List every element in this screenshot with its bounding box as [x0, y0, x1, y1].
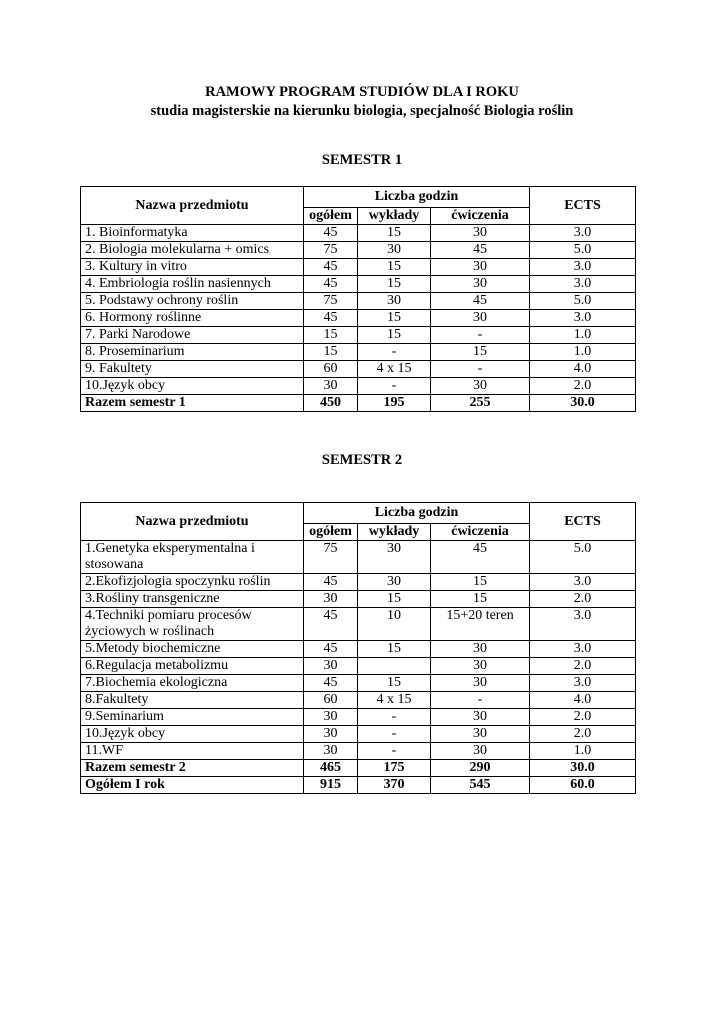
- table-row: [81, 608, 636, 641]
- semester-total-row: [81, 760, 636, 777]
- cell-exercises: -: [431, 327, 530, 344]
- cell-lectures: 175: [358, 760, 431, 777]
- cell-lectures: 15: [358, 327, 431, 344]
- cell-ects: 5.0: [530, 541, 636, 574]
- cell-lectures: 30: [358, 242, 431, 259]
- cell-lectures: 4 x 15: [358, 692, 431, 709]
- semester-2-table: [80, 502, 636, 794]
- cell-total-hours: 45: [304, 259, 358, 276]
- cell-ects: 2.0: [530, 378, 636, 395]
- cell-subject: Razem semestr 2: [81, 760, 304, 777]
- cell-ects: 30.0: [530, 395, 636, 412]
- cell-subject: 10.Język obcy: [81, 726, 304, 743]
- cell-subject: 8.Fakultety: [81, 692, 304, 709]
- table-row: [81, 658, 636, 675]
- table-row: [81, 692, 636, 709]
- semester-2-heading: SEMESTR 2: [321, 452, 403, 468]
- cell-exercises: 545: [431, 777, 530, 794]
- semester-1-heading: SEMESTR 1: [321, 152, 403, 168]
- table-row: [81, 276, 636, 293]
- cell-exercises: 30: [431, 276, 530, 293]
- cell-total-hours: 45: [304, 225, 358, 242]
- cell-ects: 3.0: [530, 608, 636, 641]
- table-row: [81, 310, 636, 327]
- cell-total-hours: 60: [304, 361, 358, 378]
- cell-total-hours: 465: [304, 760, 358, 777]
- col-header-total: ogółem: [304, 524, 358, 541]
- table-row: [81, 293, 636, 310]
- table-row: [81, 743, 636, 760]
- cell-subject: 6.Regulacja metabolizmu: [81, 658, 304, 675]
- cell-exercises: 255: [431, 395, 530, 412]
- cell-ects: 3.0: [530, 225, 636, 242]
- table-row: [81, 378, 636, 395]
- cell-exercises: 30: [431, 658, 530, 675]
- table-row: [81, 242, 636, 259]
- cell-total-hours: 915: [304, 777, 358, 794]
- cell-subject: 1. Bioinformatyka: [81, 225, 304, 242]
- cell-ects: 4.0: [530, 361, 636, 378]
- cell-subject: Razem semestr 1: [81, 395, 304, 412]
- cell-lectures: 15: [358, 276, 431, 293]
- cell-lectures: 15: [358, 259, 431, 276]
- cell-total-hours: 45: [304, 608, 358, 641]
- cell-exercises: 45: [431, 293, 530, 310]
- cell-ects: 3.0: [530, 675, 636, 692]
- cell-subject: 1.Genetyka eksperymentalna i stosowana: [81, 541, 304, 574]
- cell-ects: 4.0: [530, 692, 636, 709]
- cell-ects: 2.0: [530, 658, 636, 675]
- table-row: [81, 726, 636, 743]
- semester-1-rows: [81, 225, 636, 412]
- cell-lectures: 370: [358, 777, 431, 794]
- table-row: [81, 675, 636, 692]
- cell-total-hours: 45: [304, 574, 358, 591]
- cell-ects: 2.0: [530, 591, 636, 608]
- cell-total-hours: 45: [304, 310, 358, 327]
- cell-exercises: 30: [431, 709, 530, 726]
- cell-total-hours: 75: [304, 293, 358, 310]
- cell-lectures: 15: [358, 310, 431, 327]
- cell-subject: 3.Rośliny transgeniczne: [81, 591, 304, 608]
- cell-total-hours: 45: [304, 675, 358, 692]
- table-row: [81, 591, 636, 608]
- table-row: [81, 327, 636, 344]
- cell-subject: 5. Podstawy ochrony roślin: [81, 293, 304, 310]
- cell-subject: 3. Kultury in vitro: [81, 259, 304, 276]
- col-header-name: Nazwa przedmiotu: [81, 187, 304, 225]
- cell-total-hours: 30: [304, 378, 358, 395]
- cell-exercises: 15+20 teren: [431, 608, 530, 641]
- cell-exercises: -: [431, 361, 530, 378]
- cell-subject: 11.WF: [81, 743, 304, 760]
- cell-exercises: 45: [431, 242, 530, 259]
- table-row: [81, 709, 636, 726]
- cell-exercises: 30: [431, 743, 530, 760]
- cell-ects: 3.0: [530, 310, 636, 327]
- cell-subject: 2. Biologia molekularna + omics: [81, 242, 304, 259]
- cell-subject: 4. Embriologia roślin nasiennych: [81, 276, 304, 293]
- cell-exercises: 15: [431, 574, 530, 591]
- cell-exercises: 30: [431, 675, 530, 692]
- cell-subject: 10.Język obcy: [81, 378, 304, 395]
- cell-lectures: -: [358, 726, 431, 743]
- cell-lectures: -: [358, 743, 431, 760]
- col-header-total: ogółem: [304, 208, 358, 225]
- cell-ects: 5.0: [530, 293, 636, 310]
- cell-exercises: 30: [431, 726, 530, 743]
- cell-lectures: 15: [358, 591, 431, 608]
- cell-total-hours: 75: [304, 541, 358, 574]
- cell-ects: 3.0: [530, 259, 636, 276]
- table-row: [81, 259, 636, 276]
- col-header-name: Nazwa przedmiotu: [81, 503, 304, 541]
- cell-exercises: 15: [431, 344, 530, 361]
- cell-total-hours: 15: [304, 327, 358, 344]
- cell-subject: 9.Seminarium: [81, 709, 304, 726]
- cell-total-hours: 30: [304, 709, 358, 726]
- cell-exercises: -: [431, 692, 530, 709]
- cell-ects: 60.0: [530, 777, 636, 794]
- cell-lectures: 15: [358, 225, 431, 242]
- cell-lectures: 15: [358, 641, 431, 658]
- cell-lectures: -: [358, 378, 431, 395]
- table-row: [81, 574, 636, 591]
- table-row: [81, 541, 636, 574]
- cell-total-hours: 45: [304, 276, 358, 293]
- cell-subject: 5.Metody biochemiczne: [81, 641, 304, 658]
- cell-subject: 7. Parki Narodowe: [81, 327, 304, 344]
- col-header-exercises: ćwiczenia: [431, 524, 530, 541]
- cell-subject: 9. Fakultety: [81, 361, 304, 378]
- cell-exercises: 30: [431, 225, 530, 242]
- cell-total-hours: 45: [304, 641, 358, 658]
- year-total-row: [81, 777, 636, 794]
- document-subtitle: studia magisterskie na kierunku biologia, specjalność Biologia roślin: [150, 103, 574, 119]
- table-row: [81, 225, 636, 242]
- cell-lectures: -: [358, 709, 431, 726]
- cell-total-hours: 30: [304, 726, 358, 743]
- cell-subject: 8. Proseminarium: [81, 344, 304, 361]
- cell-exercises: 30: [431, 310, 530, 327]
- semester-2-rows: [81, 541, 636, 794]
- cell-exercises: 30: [431, 378, 530, 395]
- col-header-ects: ECTS: [530, 503, 636, 541]
- cell-ects: 2.0: [530, 726, 636, 743]
- cell-lectures: 30: [358, 293, 431, 310]
- semester-total-row: [81, 395, 636, 412]
- col-header-ects: ECTS: [530, 187, 636, 225]
- semester-1-table: [80, 186, 636, 412]
- col-header-hours: Liczba godzin: [304, 187, 530, 208]
- cell-lectures: 4 x 15: [358, 361, 431, 378]
- cell-subject: Ogółem I rok: [81, 777, 304, 794]
- cell-total-hours: 30: [304, 743, 358, 760]
- cell-ects: 3.0: [530, 574, 636, 591]
- col-header-hours: Liczba godzin: [304, 503, 530, 524]
- cell-exercises: 290: [431, 760, 530, 777]
- document-title: RAMOWY PROGRAM STUDIÓW DLA I ROKU: [205, 84, 519, 100]
- cell-exercises: 30: [431, 259, 530, 276]
- cell-lectures: 195: [358, 395, 431, 412]
- cell-total-hours: 60: [304, 692, 358, 709]
- cell-lectures: -: [358, 344, 431, 361]
- cell-total-hours: 30: [304, 658, 358, 675]
- cell-ects: 1.0: [530, 344, 636, 361]
- table-row: [81, 641, 636, 658]
- cell-total-hours: 450: [304, 395, 358, 412]
- cell-exercises: 15: [431, 591, 530, 608]
- cell-total-hours: 30: [304, 591, 358, 608]
- cell-total-hours: 15: [304, 344, 358, 361]
- cell-ects: 30.0: [530, 760, 636, 777]
- col-header-lectures: wykłady: [358, 524, 431, 541]
- cell-ects: 3.0: [530, 641, 636, 658]
- cell-lectures: 30: [358, 541, 431, 574]
- cell-lectures: 30: [358, 574, 431, 591]
- col-header-lectures: wykłady: [358, 208, 431, 225]
- cell-total-hours: 75: [304, 242, 358, 259]
- cell-ects: 5.0: [530, 242, 636, 259]
- cell-ects: 2.0: [530, 709, 636, 726]
- cell-subject: 7.Biochemia ekologiczna: [81, 675, 304, 692]
- cell-lectures: 15: [358, 675, 431, 692]
- cell-ects: 3.0: [530, 276, 636, 293]
- cell-ects: 1.0: [530, 743, 636, 760]
- cell-exercises: 45: [431, 541, 530, 574]
- cell-subject: 6. Hormony roślinne: [81, 310, 304, 327]
- cell-lectures: [358, 658, 431, 675]
- col-header-exercises: ćwiczenia: [431, 208, 530, 225]
- cell-exercises: 30: [431, 641, 530, 658]
- cell-subject: 2.Ekofizjologia spoczynku roślin: [81, 574, 304, 591]
- cell-subject: 4.Techniki pomiaru procesów życiowych w roślinach: [81, 608, 304, 641]
- cell-ects: 1.0: [530, 327, 636, 344]
- table-row: [81, 361, 636, 378]
- cell-lectures: 10: [358, 608, 431, 641]
- table-row: [81, 344, 636, 361]
